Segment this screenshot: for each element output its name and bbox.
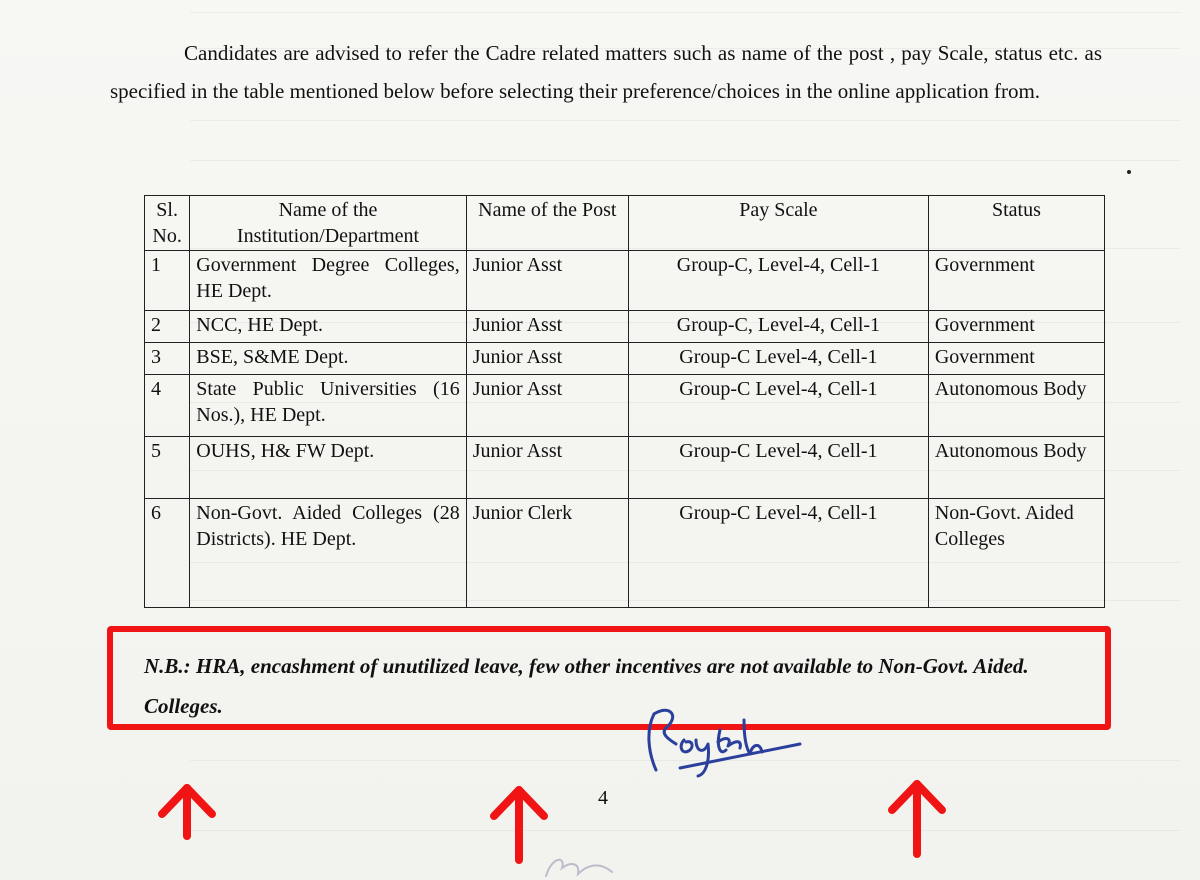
cell-pay-scale: Group-C Level-4, Cell-1 xyxy=(628,499,928,608)
table-row xyxy=(145,251,1105,311)
cell-institution: Non-Govt. Aided Colleges (28 Districts). HE Dept. xyxy=(190,499,466,608)
bleed-through-line xyxy=(190,120,1180,121)
nb-note: N.B.: HRA, encashment of unutilized leave, few other incentives are not available to Non-Govt. Aided. Colleges. xyxy=(144,654,1029,718)
table-row xyxy=(145,499,1105,608)
cell-post: Junior Clerk xyxy=(466,499,628,608)
table-row xyxy=(145,375,1105,437)
red-arrow-icon xyxy=(882,778,952,858)
cell-status: Government xyxy=(928,311,1104,343)
cell-sl: 3 xyxy=(145,343,190,375)
cell-pay-scale: Group-C Level-4, Cell-1 xyxy=(628,343,928,375)
header-status: Status xyxy=(928,196,1104,251)
cell-pay-scale: Group-C Level-4, Cell-1 xyxy=(628,375,928,437)
cell-institution: Government Degree Colleges, HE Dept. xyxy=(190,251,466,311)
header-institution: Name of the Institution/Department xyxy=(190,196,466,251)
cell-status: Autonomous Body xyxy=(928,437,1104,499)
cell-institution: State Public Universities (16 Nos.), HE Dept. xyxy=(190,375,466,437)
faint-signature-fragment xyxy=(540,852,620,880)
cell-sl: 4 xyxy=(145,375,190,437)
cell-sl: 1 xyxy=(145,251,190,311)
header-sl: Sl. No. xyxy=(145,196,190,251)
table-row xyxy=(145,437,1105,499)
cell-post: Junior Asst xyxy=(466,251,628,311)
bleed-through-line xyxy=(190,12,1180,13)
cell-post: Junior Asst xyxy=(466,375,628,437)
table-row xyxy=(145,343,1105,375)
cell-institution: OUHS, H& FW Dept. xyxy=(190,437,466,499)
cell-institution: BSE, S&ME Dept. xyxy=(190,343,466,375)
cell-pay-scale: Group-C, Level-4, Cell-1 xyxy=(628,251,928,311)
cell-status: Autonomous Body xyxy=(928,375,1104,437)
page-number: 4 xyxy=(598,787,608,809)
cell-post: Junior Asst xyxy=(466,311,628,343)
bleed-through-line xyxy=(190,830,1180,831)
cell-pay-scale: Group-C Level-4, Cell-1 xyxy=(628,437,928,499)
cell-status: Government xyxy=(928,251,1104,311)
table-header-row xyxy=(145,196,1105,251)
cell-institution: NCC, HE Dept. xyxy=(190,311,466,343)
cell-post: Junior Asst xyxy=(466,437,628,499)
signature xyxy=(640,700,810,780)
red-arrow-icon xyxy=(152,780,222,840)
header-pay-scale: Pay Scale xyxy=(628,196,928,251)
cadre-table xyxy=(144,195,1105,608)
cell-status: Government xyxy=(928,343,1104,375)
cell-post: Junior Asst xyxy=(466,343,628,375)
header-post: Name of the Post xyxy=(466,196,628,251)
intro-paragraph: Candidates are advised to refer the Cadre related matters such as name of the post , pay Scale, status etc. as specified in the table mentioned below before selecting their preference/choices in the online application from. xyxy=(110,41,1102,103)
stray-mark xyxy=(1127,170,1131,174)
cell-sl: 6 xyxy=(145,499,190,608)
cell-pay-scale: Group-C, Level-4, Cell-1 xyxy=(628,311,928,343)
cell-status: Non-Govt. Aided Colleges xyxy=(928,499,1104,608)
cell-sl: 5 xyxy=(145,437,190,499)
bleed-through-line xyxy=(190,160,1180,161)
cell-sl: 2 xyxy=(145,311,190,343)
table-row xyxy=(145,311,1105,343)
